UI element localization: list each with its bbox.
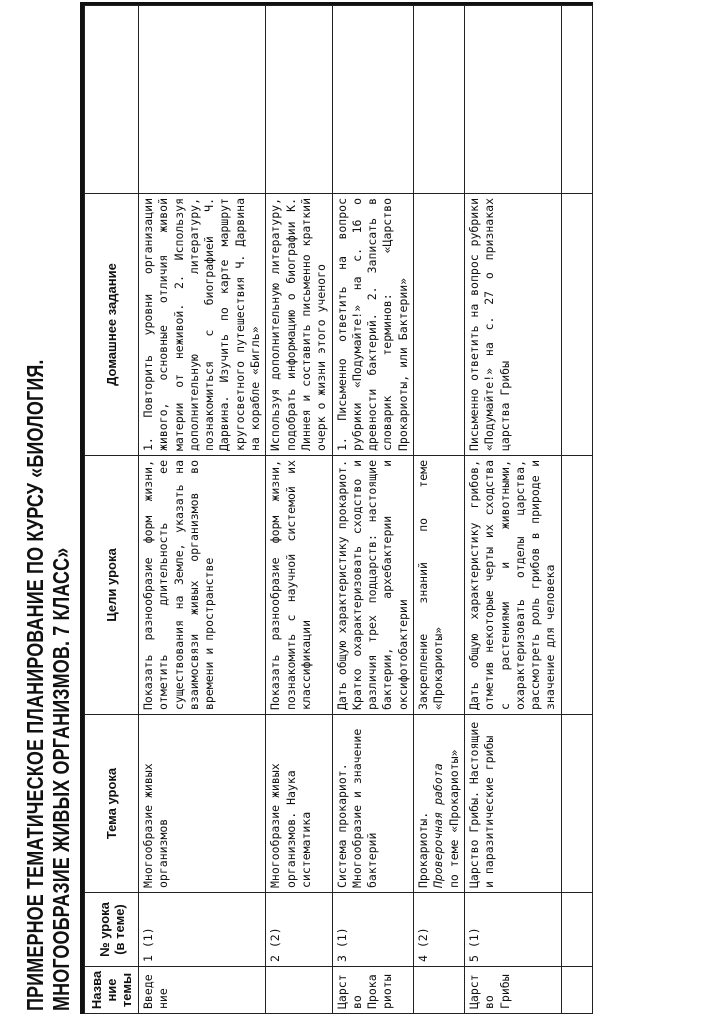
table-header-row <box>85 6 139 1014</box>
cell-lesson-topic <box>414 715 465 893</box>
table-row <box>414 6 465 1014</box>
cell-blank <box>414 6 465 194</box>
cell-lesson-topic: Система прокариот. Многообразие и значение бактерий <box>332 715 413 893</box>
cell-lesson-goals: Дать общую характеристику прокариот. Кратко охарактеризовать сходство и различия трех подцарств: настоящие бактерии, архебактерии и оксифотобактерии <box>332 456 413 715</box>
cell-lesson-number: 1 (1) <box>139 893 266 967</box>
cell-lesson-number: 4 (2) <box>414 893 465 967</box>
cell-lesson-topic: Многообразие живых организмов. Наука систематика <box>266 715 332 893</box>
cell-lesson-goals: Дать общую характеристику грибов, отметив некоторые черты их сходства с растениями и животными, охарактеризовать отделы царства, рассмотреть роль грибов в природе и значение для человека <box>464 456 561 715</box>
col-header-section: Название темы <box>85 967 139 1014</box>
cell-lesson-number: 5 (1) <box>464 893 561 967</box>
col-header-lesson-topic: Тема урока <box>85 715 139 893</box>
cell-empty <box>561 456 592 715</box>
cell-lesson-number: 2 (2) <box>266 893 332 967</box>
planning-table-frame <box>80 2 593 1014</box>
cell-empty <box>561 893 592 967</box>
cell-lesson-topic: Многообразие живых организмов <box>139 715 266 893</box>
table-row <box>266 6 332 1014</box>
cell-blank <box>266 6 332 194</box>
cell-blank <box>332 6 413 194</box>
cell-empty <box>561 6 592 194</box>
cell-homework: 1. Повторить уровни организации живого, основные отличия живой материи от неживой. 2. Используя дополнительную литературу, познакомиться с биографией Ч. Дарвина. Изучить по карте маршрут кругосветного путешествия Ч. Дарвина на корабле «Бигль» <box>139 194 266 456</box>
cell-section <box>266 967 332 1014</box>
planning-table <box>84 5 593 1014</box>
cell-section: Царство Грибы <box>464 967 561 1014</box>
cell-section: Введение <box>139 967 266 1014</box>
topic-part: Прокариоты. <box>416 811 431 888</box>
cell-lesson-goals: Показать разнообразие форм жизни, познакомить с научной системой их классификации <box>266 456 332 715</box>
table-row-empty <box>561 6 592 1014</box>
cell-blank <box>464 6 561 194</box>
cell-homework: Письменно ответить на вопрос рубрики «Подумайте!» на с. 27 о признаках царства Грибы <box>464 194 561 456</box>
cell-homework: Используя дополнительную литературу, подобрать информацию о биографии К. Линнея и составить письменно краткий очерк о жизни этого ученого <box>266 194 332 456</box>
cell-blank <box>139 6 266 194</box>
cell-lesson-number: 3 (1) <box>332 893 413 967</box>
cell-empty <box>561 194 592 456</box>
cell-empty <box>561 967 592 1014</box>
cell-empty <box>561 715 592 893</box>
table-row <box>464 6 561 1014</box>
col-header-homework: Домашнее задание <box>85 194 139 456</box>
table-row <box>139 6 266 1014</box>
page-title <box>22 239 74 1011</box>
col-header-lesson-goals: Цели урока <box>85 456 139 715</box>
cell-lesson-goals: Показать разнообразие форм жизни, отметить длительность ее существования на Земле, указать на взаимосвязи живых организмов во времени и пространстве <box>139 456 266 715</box>
col-header-lesson-number: № урока (в теме) <box>85 893 139 967</box>
table-row <box>332 6 413 1014</box>
test-work-label: Проверочная работа <box>431 763 446 888</box>
cell-section: Царство Прокариоты <box>332 967 413 1014</box>
page-title-line-2: МНОГООБРАЗИЕ ЖИВЫХ ОРГАНИЗМОВ. 7 КЛАСС» <box>48 547 74 1011</box>
cell-section <box>414 967 465 1014</box>
cell-homework <box>414 194 465 456</box>
cell-homework: 1. Письменно ответить на вопрос рубрики «Подумайте!» на с. 16 о древности бактерий. 2. Записать в словарик терминов: «Царство Прокариоты, или Бактерии» <box>332 194 413 456</box>
page-title-line-1: ПРИМЕРНОЕ ТЕМАТИЧЕСКОЕ ПЛАНИРОВАНИЕ ПО КУРСУ «БИОЛОГИЯ. <box>22 359 48 1011</box>
col-header-blank <box>85 6 139 194</box>
cell-lesson-topic: Царство Грибы. Настоящие и паразитические грибы <box>464 715 561 893</box>
cell-lesson-goals: Закрепление знаний по теме «Прокариоты» <box>414 456 465 715</box>
topic-part: по теме «Прокариоты» <box>446 749 461 888</box>
